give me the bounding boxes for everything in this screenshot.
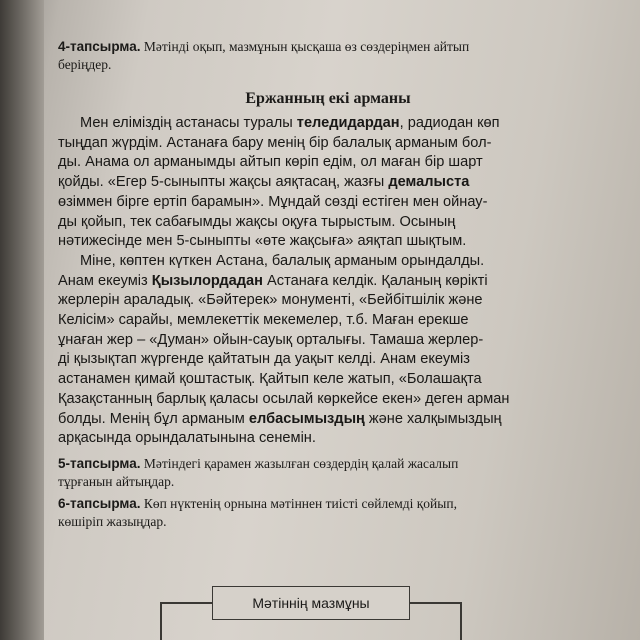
bold-word: теледидардан bbox=[296, 115, 400, 131]
text-span: болды. Менің бұл арманым bbox=[58, 410, 249, 427]
text-line bbox=[58, 114, 598, 134]
diagram-box-content: Мәтіннің мазмұны bbox=[212, 586, 410, 620]
bold-word: Қызылордадан bbox=[151, 272, 263, 289]
diagram-connector-right-down bbox=[460, 602, 462, 640]
text-span: Астанаға келдік. Қаланың көрікті bbox=[263, 272, 488, 289]
text-line: ды қойып, тек сабағымды жақсы оқуға тырыстым. Осының bbox=[58, 213, 456, 230]
text-line: Міне, көптен күткен Астана, балалық арманым орындалды. bbox=[80, 252, 485, 269]
text-line: ды. Анама ол арманымды айтып көріп едім, ол маған бір шарт bbox=[58, 154, 483, 171]
text-span: Мен еліміздің астанасы туралы bbox=[80, 115, 297, 131]
bold-word: демалыста bbox=[388, 174, 470, 191]
text-line bbox=[58, 272, 598, 292]
task-5 bbox=[58, 455, 598, 491]
text-line: жерлерін араладық. «Бәйтерек» монументі, «Бейбітшілік және bbox=[58, 292, 483, 309]
bold-word: елбасымыздың bbox=[248, 410, 365, 427]
task-5-line-2: тұрғанын айтыңдар. bbox=[58, 473, 175, 489]
task-4 bbox=[58, 38, 598, 74]
text-line: астанамен қимай қоштастық. Қайтып келе жатып, «Болашақта bbox=[58, 371, 482, 388]
task-5-text-1: Мәтіндегі қарамен жазылған сөздердің қалай жасалып bbox=[140, 455, 459, 471]
task-5-line-1 bbox=[58, 455, 598, 473]
task-4-line-2: беріңдер. bbox=[58, 57, 112, 72]
task-4-line-1 bbox=[58, 38, 598, 56]
diagram-connector-right bbox=[409, 602, 461, 604]
paragraph-2 bbox=[58, 252, 598, 449]
text-line: Қазақстанның барлық қаласы осылай көркейсе екен» деген арман bbox=[58, 390, 510, 407]
text-title: Ержанның екі арманы bbox=[245, 90, 411, 107]
task-6 bbox=[58, 495, 598, 531]
task-6-text-1: Көп нүктенің орнына мәтіннен тиісті сөйлемді қойып, bbox=[140, 495, 457, 511]
text-span: , радиодан көп bbox=[399, 115, 500, 131]
diagram-connector-left bbox=[160, 602, 212, 604]
page-content bbox=[58, 38, 598, 531]
task-6-label: 6-тапсырма. bbox=[58, 495, 141, 511]
paragraph-1 bbox=[58, 114, 598, 252]
text-line: Келісім» сарайы, мемлекеттік мекемелер, т.б. Маған ерекше bbox=[58, 312, 469, 329]
text-line: өзіммен бірге ертіп барамын». Мұндай сөзді естіген мен ойнау- bbox=[58, 193, 488, 210]
task-6-line-1 bbox=[58, 495, 598, 513]
text-span: Анам екеуміз bbox=[58, 272, 152, 289]
text-line bbox=[58, 173, 598, 193]
text-line: ді қызықтап жүргенде қайтатын да уақыт келді. Анам екеуміз bbox=[58, 351, 470, 368]
text-line bbox=[58, 410, 598, 430]
text-span: және халқымыздың bbox=[364, 410, 502, 427]
task-4-label: 4-тапсырма. bbox=[58, 39, 141, 54]
task-5-label: 5-тапсырма. bbox=[58, 455, 141, 471]
text-line: ұнаған жер – «Думан» ойын-сауық орталығы. Тамаша жерлер- bbox=[58, 331, 484, 348]
book-spine bbox=[0, 0, 44, 640]
text-line: нәтижесінде мен 5-сыныпты «өте жақсыға» аяқтап шықтым. bbox=[58, 233, 467, 250]
text-line: арқасында орындалатынына сенемін. bbox=[58, 430, 316, 447]
task-6-line-2: көшіріп жазыңдар. bbox=[58, 513, 167, 529]
text-line: тыңдап жүрдім. Астанаға бару менің бір балалық арманым бол- bbox=[58, 134, 492, 151]
diagram-connector-left-down bbox=[160, 602, 162, 640]
task-4-text-1: Мәтінді оқып, мазмұнын қысқаша өз сөздеріңмен айтып bbox=[140, 39, 470, 54]
text-span: қойды. «Егер 5-сыныпты жақсы аяқтасаң, жазғы bbox=[58, 174, 389, 191]
